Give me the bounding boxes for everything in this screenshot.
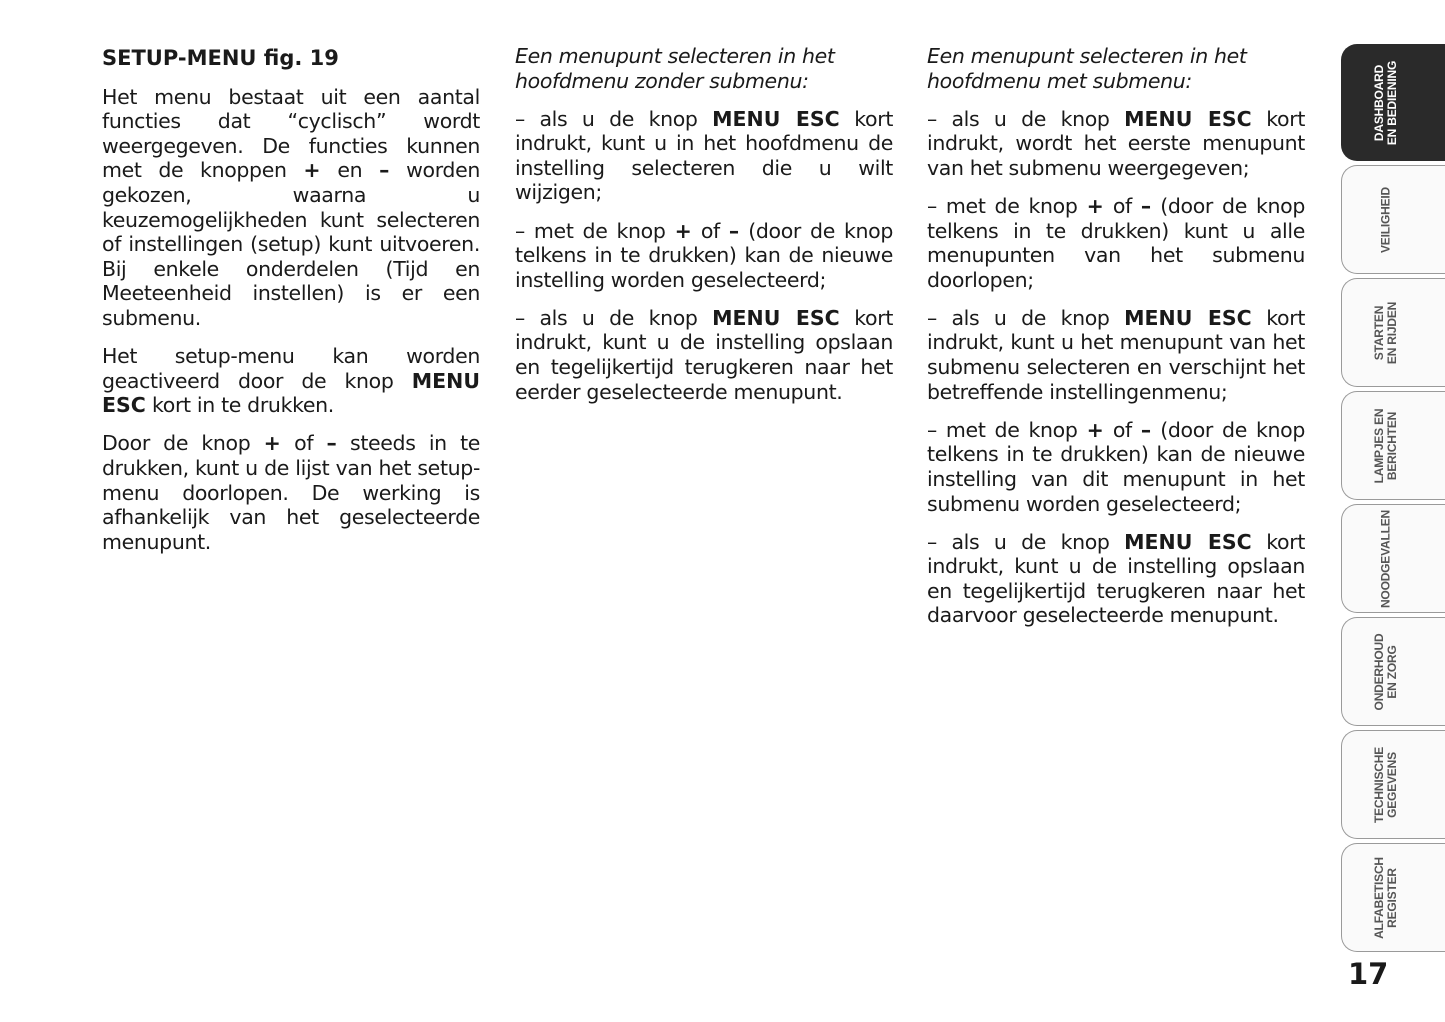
paragraph-scroll: Door de knop + of – steeds in te drukken, kunt u de lijst van het setup-menu doorlopen. De werking is afhankelijk van het geselecteerde menupunt. xyxy=(102,431,481,554)
menu-esc-key: MENU ESC xyxy=(712,305,840,330)
tab-noodgevallen[interactable]: NOODGEVALLEN xyxy=(1341,504,1445,613)
column-middle xyxy=(515,44,893,418)
bullet-item: – met de knop + of – (door de knop telkens in te drukken) kan de nieuwe instelling van dit menupunt in het submenu worden geselecteerd; xyxy=(927,417,1306,516)
minus-key: – xyxy=(728,218,740,243)
page-number: 17 xyxy=(1348,957,1389,991)
minus-key: – xyxy=(379,158,390,183)
bullet-item: – met de knop + of – (door de knop telkens in te drukken) kan de nieuwe instelling worden geselecteerd; xyxy=(515,218,894,292)
menu-esc-key: MENU ESC xyxy=(102,368,480,418)
menu-esc-key: MENU ESC xyxy=(1124,529,1252,554)
tab-alfabetisch[interactable]: ALFABETISCH REGISTER xyxy=(1341,843,1445,952)
bullet-item: – als u de knop MENU ESC kort indrukt, kunt u in het hoofdmenu de instelling selecteren die u wilt wijzigen; xyxy=(515,106,894,205)
minus-key: – xyxy=(1140,193,1152,218)
plus-key: + xyxy=(1086,417,1104,442)
bullet-item: – als u de knop MENU ESC kort indrukt, kunt u het menupunt van het submenu selecteren en verschijnt het betreffende instellingenmenu; xyxy=(927,305,1306,404)
tab-starten[interactable]: STARTEN EN RIJDEN xyxy=(1341,278,1445,387)
bullet-item: – als u de knop MENU ESC kort indrukt, wordt het eerste menupunt van het submenu weergegeven; xyxy=(927,106,1306,180)
plus-key: + xyxy=(1086,193,1104,218)
plus-key: + xyxy=(303,158,321,183)
bullet-item: – met de knop + of – (door de knop telkens in te drukken) kunt u alle menupunten van het submenu doorlopen; xyxy=(927,193,1306,292)
bullet-item: – als u de knop MENU ESC kort indrukt, kunt u de instelling opslaan en tegelijkertijd terugkeren naar het daarvoor geselecteerde menupunt. xyxy=(927,529,1306,628)
subheading-with-submenu: Een menupunt selecteren in het hoofdmenu met submenu: xyxy=(927,44,1247,93)
tab-dashboard[interactable]: DASHBOARD EN BEDIENING xyxy=(1341,44,1445,161)
minus-key: – xyxy=(326,431,337,456)
tab-onderhoud[interactable]: ONDERHOUD EN ZORG xyxy=(1341,617,1445,726)
tab-veiligheid[interactable]: VEILIGHEID xyxy=(1341,165,1445,274)
paragraph-intro: Het menu bestaat uit een aantal functies dat “cyclisch” wordt weergegeven. De functies kunnen met de knoppen + en – worden gekozen, waarna u keuzemogelijkheden kunt selecteren of instellingen (setup) kunt uitvoeren. Bij enkele onderdelen (Tijd en Meeteenheid instellen) is er een submenu. xyxy=(102,84,481,330)
paragraph-activate: Het setup-menu kan worden geactiveerd door de knop MENU ESC kort in te drukken. xyxy=(102,344,480,418)
column-left xyxy=(102,44,480,568)
plus-key: + xyxy=(263,431,281,456)
minus-key: – xyxy=(1140,417,1152,442)
section-heading: SETUP-MENU fig. 19 xyxy=(102,46,339,70)
column-right xyxy=(927,44,1305,641)
tab-lampjes[interactable]: LAMPJES EN BERICHTEN xyxy=(1341,391,1445,500)
chapter-tabs xyxy=(1341,44,1445,956)
menu-esc-key: MENU ESC xyxy=(1124,305,1252,330)
menu-esc-key: MENU ESC xyxy=(1124,106,1252,131)
tab-technische[interactable]: TECHNISCHE GEGEVENS xyxy=(1341,730,1445,839)
plus-key: + xyxy=(674,218,692,243)
bullet-item: – als u de knop MENU ESC kort indrukt, kunt u de instelling opslaan en tegelijkertijd terugkeren naar het eerder geselecteerde menupunt. xyxy=(515,305,894,404)
subheading-no-submenu: Een menupunt selecteren in het hoofdmenu zonder submenu: xyxy=(515,44,835,93)
menu-esc-key: MENU ESC xyxy=(712,106,840,131)
